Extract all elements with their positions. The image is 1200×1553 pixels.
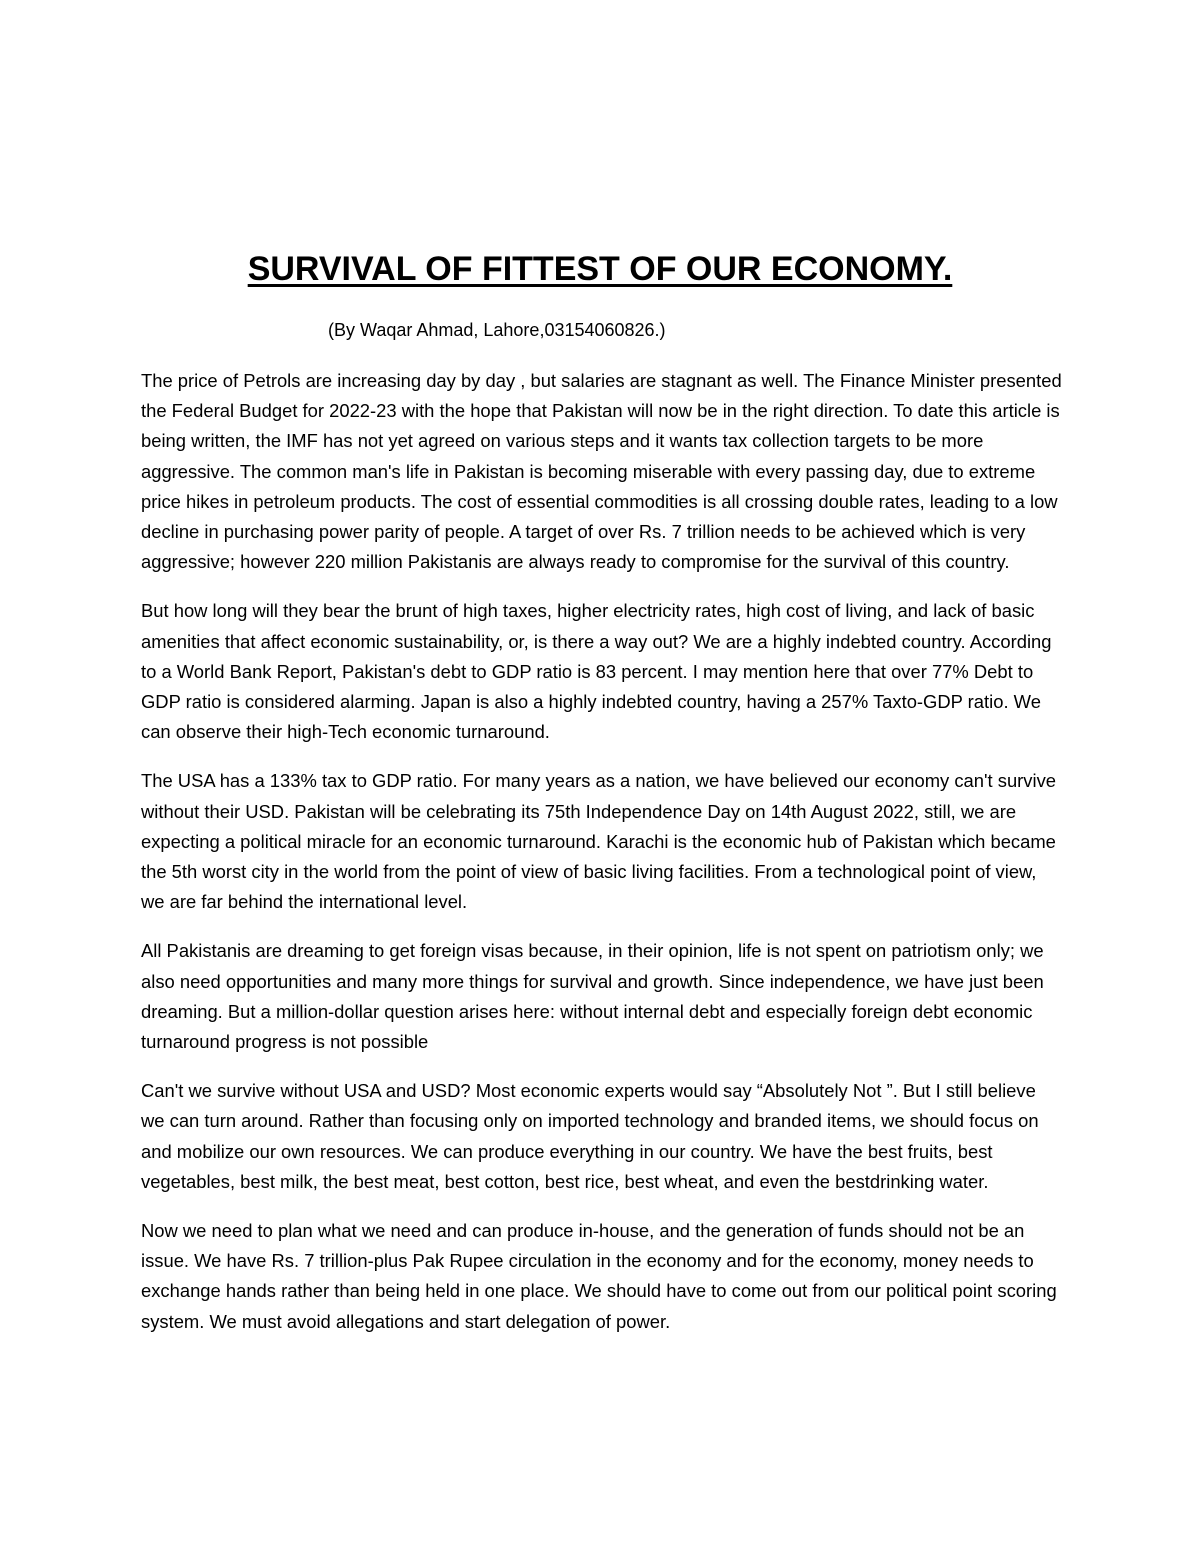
author-byline: (By Waqar Ahmad, Lahore,03154060826.) <box>328 320 666 340</box>
paragraph-2: But how long will they bear the brunt of high taxes, higher electricity rates, high cost of living, and lack of basic amenities that affect economic sustainability, or, is there a way out? We are a highly indebted country. According to a World Bank Report, Pakistan's debt to GDP ratio is 83 percent. I may mention here that over 77% Debt to GDP ratio is considered alarming. Japan is also a highly indebted country, having a 257% Taxto-GDP ratio. We can observe their high-Tech economic turnaround. <box>141 600 1052 743</box>
paragraph-5: Can't we survive without USA and USD? Most economic experts would say “Absolutely Not ”. But I still believe we can turn around. Rather than focusing only on imported technology and branded items, we should focus on and mobilize our own resources. We can produce everything in our country. We have the best fruits, best vegetables, best milk, the best meat, best cotton, best rice, best wheat, and even the bestdrinking water. <box>141 1080 1039 1192</box>
paragraph-6: Now we need to plan what we need and can produce in-house, and the generation of funds should not be an issue. We have Rs. 7 trillion-plus Pak Rupee circulation in the economy and for the economy, money needs to exchange hands rather than being held in one place. We should have to come out from our political point scoring system. We must avoid allegations and start delegation of power. <box>141 1220 1057 1332</box>
paragraph-1: The price of Petrols are increasing day by day , but salaries are stagnant as well. The Finance Minister presented the Federal Budget for 2022-23 with the hope that Pakistan will now be in the right direction. To date this article is being written, the IMF has not yet agreed on various steps and it wants tax collection targets to be more aggressive. The common man's life in Pakistan is becoming miserable with every passing day, due to extreme price hikes in petroleum products. The cost of essential commodities is all crossing double rates, leading to a low decline in purchasing power parity of people. A target of over Rs. 7 trillion needs to be achieved which is very aggressive; however 220 million Pakistanis are always ready to compromise for the survival of this country. <box>141 370 1062 573</box>
article-body <box>141 366 1063 1356</box>
document-title: SURVIVAL OF FITTEST OF OUR ECONOMY. <box>247 250 953 288</box>
paragraph-3: The USA has a 133% tax to GDP ratio. For many years as a nation, we have believed our economy can't survive without their USD. Pakistan will be celebrating its 75th Independence Day on 14th August 2022, still, we are expecting a political miracle for an economic turnaround. Karachi is the economic hub of Pakistan which became the 5th worst city in the world from the point of view of basic living facilities. From a technological point of view, we are far behind the international level. <box>141 770 1056 913</box>
paragraph-4: All Pakistanis are dreaming to get foreign visas because, in their opinion, life is not spent on patriotism only; we also need opportunities and many more things for survival and growth. Since independence, we have just been dreaming. But a million-dollar question arises here: without internal debt and especially foreign debt economic turnaround progress is not possible <box>141 940 1044 1053</box>
